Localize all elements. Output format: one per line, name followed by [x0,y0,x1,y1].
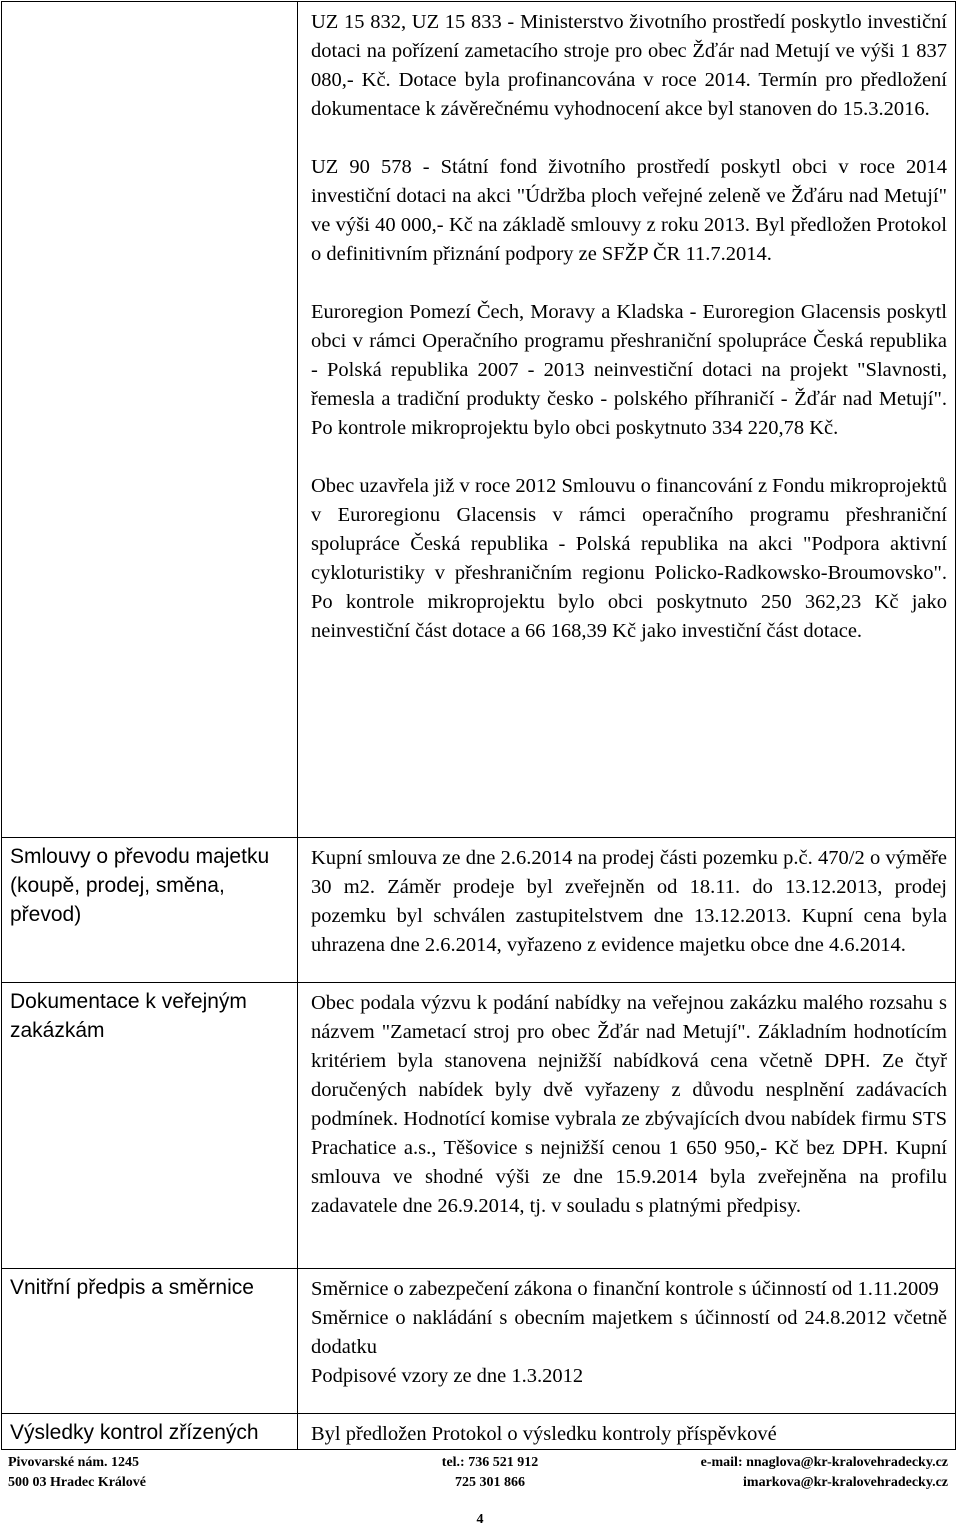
row-content-cell [298,838,956,983]
footer-email-line: imarkova@kr-kralovehradecky.cz [743,1475,948,1490]
row-label-cell [2,1414,298,1450]
footer-phone-line: 725 301 866 [455,1475,525,1490]
footer-email [701,1453,948,1493]
row-content-cell [298,1414,956,1450]
table-row [2,2,956,838]
paragraph: UZ 15 832, UZ 15 833 - Ministerstvo životního prostředí poskytlo investiční dotaci na pořízení zametacího stroje pro obec Žďár nad Metují ve výši 1 837 080,- Kč. Dotace byla profinancována v roce 2014. Termín pro předložení dokumentace k závěrečnému vyhodnocení akce byl stanoven do 15.3.2016. [311,11,947,120]
table-row [2,983,956,1269]
table-row [2,1414,956,1450]
paragraph: Obec podala výzvu k podání nabídky na veřejnou zakázku malého rozsahu s názvem "Zametací stroj pro obec Žďár nad Metují". Základním hodnotícím kritériem byla stanovena nejnižší nabídková cena včetně DPH. Ze čtyř doručených nabídek byly dvě vyřazeny z důvodu nesplnění zadávacích podmínek. Hodnotící komise vybrala ze zbývajících dvou nabídek firmu STS Prachatice a.s., Těšovice s nejnižší cenou 1 650 950,- Kč bez DPH. Kupní smlouva ve shodné výši ze dne 15.9.2014 byla zveřejněna na profilu zadavatele dne 26.9.2014, tj. v souladu s platnými předpisy. [311,992,947,1217]
row-label: Vnitřní předpis a směrnice [10,1276,254,1299]
table-row [2,1269,956,1414]
paragraph: Obec uzavřela již v roce 2012 Smlouvu o financování z Fondu mikroprojektů v Euroregionu Glacensis v rámci operačního programu přeshraniční spolupráce Česká republika - Polská republika na akci "Podpora aktivní cykloturistiky v přeshraničním regionu Policko-Radkowsko-Broumovsko". Po kontrole mikroprojektu bylo obci poskytnuto 250 362,23 Kč jako neinvestiční část dotace a 66 168,39 Kč jako investiční část dotace. [311,475,947,642]
paragraph: UZ 90 578 - Státní fond životního prostředí poskytl obci v roce 2014 investiční dotaci na akci "Údržba ploch veřejné zeleně ve Žďáru nad Metují" ve výši 40 000,- Kč na základě smlouvy z roku 2013. Byl předložen Protokol o definitivním přiznání podpory ze SFŽP ČR 11.7.2014. [311,156,947,265]
row-content-cell [298,983,956,1269]
paragraph: Směrnice o nakládání s obecním majetkem s účinností od 24.8.2012 včetně dodatku [311,1307,947,1358]
page-number: 4 [476,1512,484,1527]
row-label: Dokumentace k veřejným zakázkám [10,990,247,1042]
footer-address [8,1453,146,1493]
paragraph: Podpisové vzory ze dne 1.3.2012 [311,1365,584,1387]
paragraph: Kupní smlouva ze dne 2.6.2014 na prodej části pozemku p.č. 470/2 o výměře 30 m2. Záměr prodeje byl zveřejněn od 18.11. do 13.12.2013, prodej pozemku byl schválen zastupitelstvem dne 13.12.2013. Kupní cena byla uhrazena dne 2.6.2014, vyřazeno z evidence majetku obce dne 4.6.2014. [311,847,947,956]
paragraph: Směrnice o zabezpečení zákona o finanční kontrole s účinností od 1.11.2009 [311,1278,939,1300]
row-label: Smlouvy o převodu majetku (koupě, prodej, směna, převod) [10,845,270,926]
table-row [2,838,956,983]
row-label-cell [2,2,298,838]
row-label [2,2,297,6]
paragraph: Byl předložen Protokol o výsledku kontroly příspěvkové [311,1423,777,1445]
paragraph: Euroregion Pomezí Čech, Moravy a Kladska - Euroregion Glacensis poskytl obci v rámci Operačního programu přeshraniční spolupráce Česká republika - Polská republika 2007 - 2013 neinvestiční dotaci na projekt "Slavnosti, řemesla a tradiční produkty česko - polského příhraničí - Žďár nad Metují". Po kontrole mikroprojektu bylo obci poskytnuto 334 220,78 Kč. [311,301,947,439]
footer-phone [410,1453,570,1493]
report-table [1,1,956,1450]
footer-address-line: 500 03 Hradec Králové [8,1475,147,1490]
row-label-cell [2,983,298,1269]
row-label-cell [2,838,298,983]
row-content-cell [298,1269,956,1414]
footer-phone-line: tel.: 736 521 912 [441,1455,539,1470]
footer-address-line: Pivovarské nám. 1245 [8,1455,140,1470]
row-label: Výsledky kontrol zřízených [10,1421,259,1444]
row-content-cell [298,2,956,838]
footer-email-line: e-mail: nnaglova@kr-kralovehradecky.cz [700,1455,948,1470]
row-label-cell [2,1269,298,1414]
